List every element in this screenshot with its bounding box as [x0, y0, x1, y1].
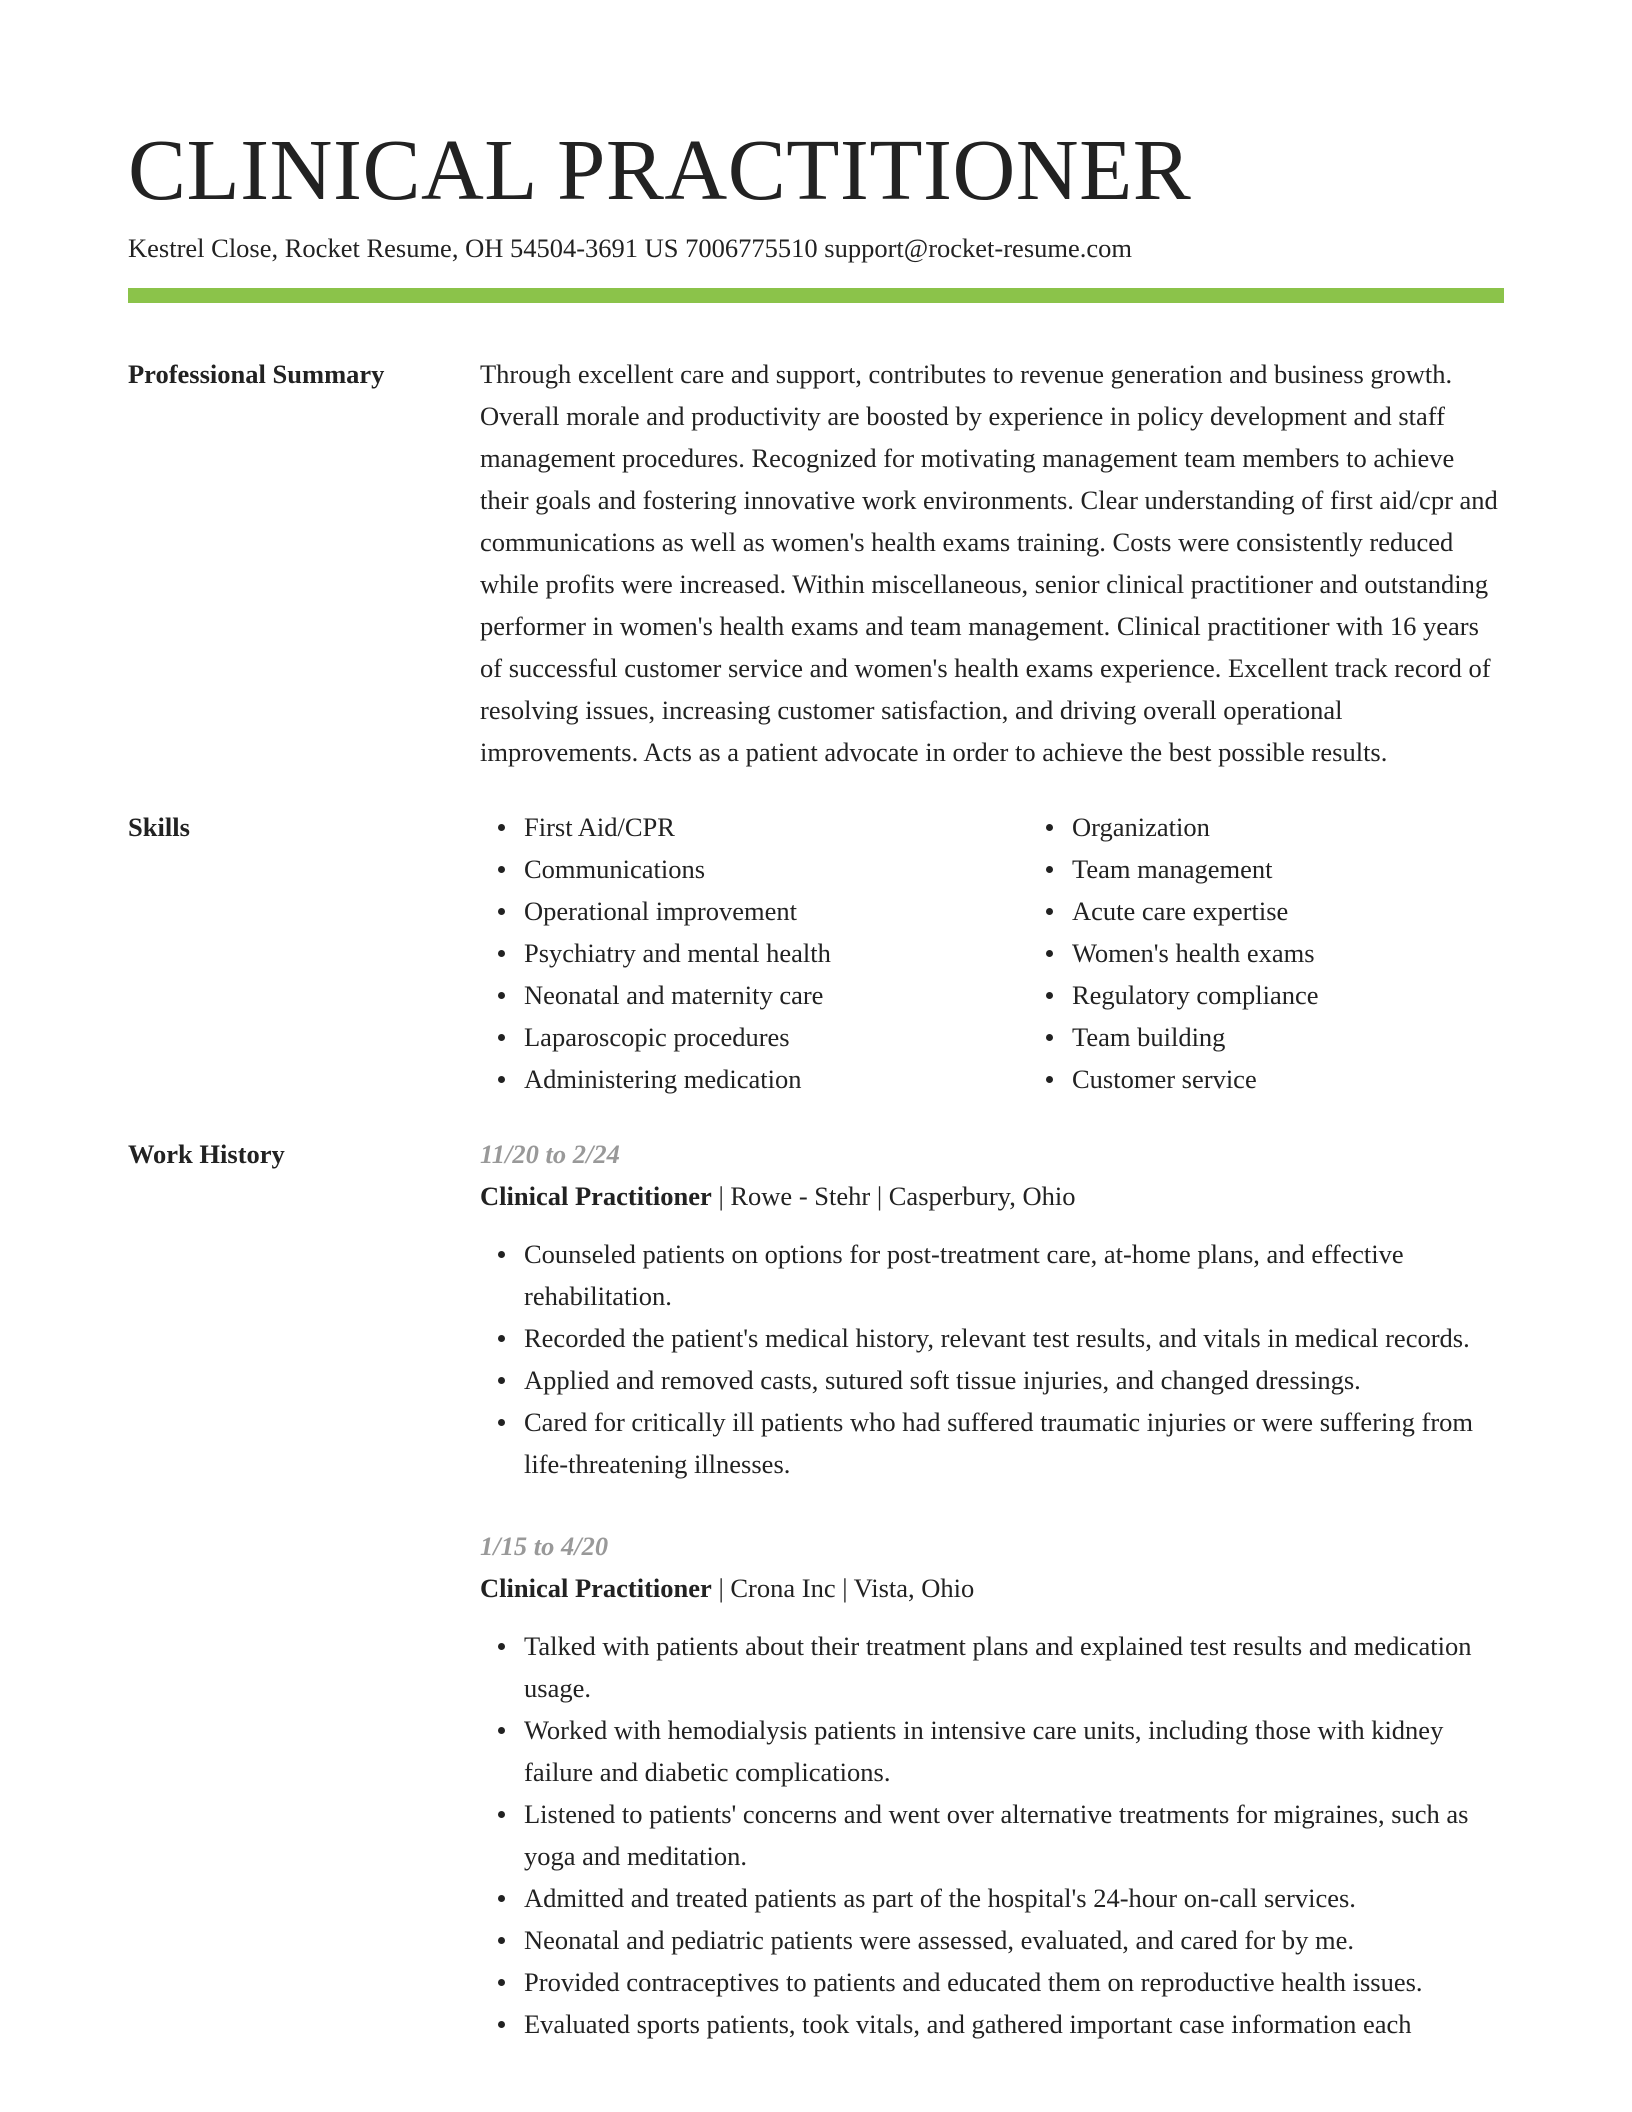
section-label: Professional Summary [128, 359, 385, 389]
skill-item: Regulatory compliance [1072, 974, 1576, 1016]
skill-item: Customer service [1072, 1058, 1576, 1100]
duty-item: Counseled patients on options for post-treatment care, at-home plans, and effective rehabilitation. [524, 1233, 1504, 1317]
job-dates: 11/20 to 2/24 [480, 1139, 620, 1169]
duty-item: Admitted and treated patients as part of the hospital's 24-hour on-call services. [524, 1877, 1504, 1919]
duty-item: Provided contraceptives to patients and educated them on reproductive health issues. [524, 1961, 1504, 2003]
job-role: Clinical Practitioner [480, 1573, 712, 1603]
work-history-section [128, 1133, 1504, 2045]
job-details: | Crona Inc | Vista, Ohio [711, 1573, 975, 1603]
work-history-body [480, 1133, 1504, 2045]
skills-list-left [480, 806, 1028, 1100]
skill-item: Acute care expertise [1072, 890, 1576, 932]
skill-item: Neonatal and maternity care [524, 974, 1028, 1016]
skill-item: Operational improvement [524, 890, 1028, 932]
skill-item: Team building [1072, 1016, 1576, 1058]
duty-item: Cared for critically ill patients who had suffered traumatic injuries or were suffering from life-threatening illnesses. [524, 1401, 1504, 1485]
skill-item: Communications [524, 848, 1028, 890]
contact-line: Kestrel Close, Rocket Resume, OH 54504-3691 US 7006775510 support@rocket-resume.com [128, 233, 1133, 263]
duty-item: Talked with patients about their treatment plans and explained test results and medication usage. [524, 1625, 1504, 1709]
duty-item: Neonatal and pediatric patients were assessed, evaluated, and cared for by me. [524, 1919, 1504, 1961]
skill-item: Team management [1072, 848, 1576, 890]
job-entry [480, 1133, 1504, 1485]
job-duties [480, 1625, 1504, 2045]
skill-item: Women's health exams [1072, 932, 1576, 974]
skills-section [128, 806, 1504, 1100]
job-dates: 1/15 to 4/20 [480, 1531, 609, 1561]
job-role: Clinical Practitioner [480, 1181, 712, 1211]
job-details: | Rowe - Stehr | Casperbury, Ohio [711, 1181, 1076, 1211]
section-label: Work History [128, 1139, 285, 1169]
job-heading [480, 1175, 1504, 1217]
skill-item: Laparoscopic procedures [524, 1016, 1028, 1058]
skill-item: Psychiatry and mental health [524, 932, 1028, 974]
resume-title: CLINICAL PRACTITIONER [128, 121, 1192, 218]
job-entry [480, 1525, 1504, 2045]
job-duties [480, 1233, 1504, 1485]
skills-columns [480, 806, 1576, 1100]
duty-item: Recorded the patient's medical history, relevant test results, and vitals in medical records. [524, 1317, 1504, 1359]
job-heading [480, 1567, 1504, 1609]
skills-list-right [1028, 806, 1576, 1100]
skill-item: Organization [1072, 806, 1576, 848]
skill-item: First Aid/CPR [524, 806, 1028, 848]
duty-item: Applied and removed casts, sutured soft tissue injuries, and changed dressings. [524, 1359, 1504, 1401]
professional-summary-section [128, 353, 1504, 773]
duty-item: Listened to patients' concerns and went over alternative treatments for migraines, such as yoga and meditation. [524, 1793, 1504, 1877]
section-label: Skills [128, 812, 190, 842]
summary-text: Through excellent care and support, contributes to revenue generation and business growth. Overall morale and productivity are boosted by experience in policy development and staff management procedures. Recognized for motivating management team members to achieve their goals and fostering innovative work environments. Clear understanding of first aid/cpr and communications as well as women's health exams training. Costs were consistently reduced while profits were increased. Within miscellaneous, senior clinical practitioner and outstanding performer in women's health exams and team management. Clinical practitioner with 16 years of successful customer service and women's health exams experience. Excellent track record of resolving issues, increasing customer satisfaction, and driving overall operational improvements. Acts as a patient advocate in order to achieve the best possible results. [480, 359, 1498, 767]
resume-page [128, 118, 1504, 2045]
duty-item: Worked with hemodialysis patients in intensive care units, including those with kidney failure and diabetic complications. [524, 1709, 1504, 1793]
skill-item: Administering medication [524, 1058, 1028, 1100]
duty-item: Evaluated sports patients, took vitals, and gathered important case information each [524, 2003, 1504, 2045]
accent-divider [128, 288, 1504, 303]
